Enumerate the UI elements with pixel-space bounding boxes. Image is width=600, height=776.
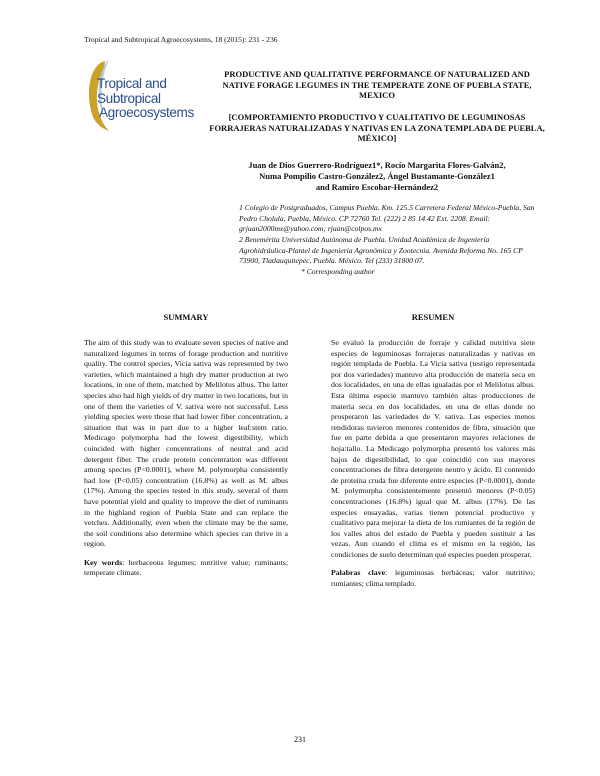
journal-logo <box>83 55 203 135</box>
author-list <box>208 160 546 192</box>
title-english: PRODUCTIVE AND QUALITATIVE PERFORMANCE OF NATURALIZED AND NATIVE FORAGE LEGUMES IN THE TEMPERATE ZONE OF PUEBLA STATE, MEXICO <box>222 69 532 101</box>
title-spanish: [COMPORTAMIENTO PRODUCTIVO Y CUALITATIVO DE LEGUMINOSAS FORRAJERAS NATURALIZADAS Y NATIVAS EN LA ZONA TEMPLADA DE PUEBLA, MÉXICO] <box>209 112 545 144</box>
palabras-clave-text: : leguminosas herbáceas; valor nutritivo; rumiantes; clima templado. <box>331 568 535 589</box>
resumen-body: Se evaluó la producción de forraje y calidad nutritiva siete especies de leguminosas forrajeras naturalizadas y nativas en región templada de Puebla. La Vicia sativa (testigo representada por dos variedades) mantuvo alta producción de materia seca en dos localidades, en una de ellas igualadas por el Melilotus albus. Esta última especie mantuvo también altas producciones de materia seca en dos localidades, en una de ellas donde no prosperaron las variedades de V. sativa. Las especies menos rendidoras tuvieron menores contenidos de fibra, situación que fue en parte debida a que presentaron mayores relaciones de hoja:tallo. La Medicago polymorpha presentó los valores más bajos de digestibilidad, lo que coincidió con sus mayores concentraciones de fibra detergente neutro y ácido. El contenido de proteína cruda fue diferente entre especies (P<0.0001), donde M. polymorpha consistentemente presentó menores (P<0.05) concentraciones (16.8%) igual que M. albus (17%). De las especies ensayadas, varias tienen potencial productivo y cualitativo para mejorar la dieta de los rumiantes de la región de los valles altos del estado de Puebla y pueden sustituir a las vezas. Aun cuando el clima es el mismo en la región, las condiciones de suelo determinan qué especies pueden prosperar. <box>331 338 535 559</box>
affiliation-2: 2 Benemérita Universidad Autónoma de Puebla. Unidad Académica de Ingeniería Agrohidráulica-Plantel de Ingeniería Agronómica y Zootecnia. Avenida Reforma No. 165 CP 73900, Tlatlauquitepec, Puebla. México. Tel (233) 31800 07. <box>239 235 523 266</box>
running-head: Tropical and Subtropical Agroecosystems, 18 (2015): 231 - 236 <box>84 35 278 44</box>
summary-heading: SUMMARY <box>163 312 209 322</box>
corresponding-author-note: * Corresponding author <box>301 267 375 276</box>
affiliation-1: 1 Colegio de Postgraduados, Campus Puebla. Km. 125.5 Carretera Federal México-Puebla, San Pedro Cholula, Puebla, México. CP 72760 Tel. (222) 2 85 14 42 Ext. 2208. Email: grjuan2000mx@yahoo.com; rjuan@colpos.mx <box>239 203 535 234</box>
summary-body: The aim of this study was to evaluate seven species of native and naturalized legumes in terms of forage production and nutritive quality. The control species, Vicia sativa was represented by two varieties, which maintained a high dry matter production at two locations, in one of them, matched by Melilotus albus. The latter species also had high yields of dry matter in two locations, but in one of them the varieties of V. sativa were not successful. Less yielding species were those that had lower fiber concentration, a situation that was in part due to a higher leaf:stem ratio. Medicago polymorpha had the lowest digestibility, which coincided with higher concentrations of neutral and acid detergent fiber. The crude protein concentration was different among species (P<0.0001), where M. polymorpha consistently had low (P<0.05) concentration (16.8%) as well as M. albus (17%). Among the species tested in this study, several of them have potential yield and quality to improve the diet of ruminants in the highland region of Puebla State and can replace the vetches. Additionally, even when the climate may be the same, the soil conditions also determine which species can thrive in a region. <box>84 338 288 549</box>
palabras-clave-label: Palabras clave <box>331 568 386 578</box>
author-line-2: Numa Pompilio Castro-González2, Ángel Bustamante-González1 <box>259 170 495 181</box>
author-line-3: and Ramiro Escobar-Hernández2 <box>315 181 439 192</box>
logo-line-3: Agroecosystems <box>99 105 194 120</box>
logo-line-1: Tropical and <box>97 76 167 91</box>
summary-column <box>84 312 288 579</box>
summary-keywords <box>84 558 288 579</box>
resumen-heading: RESUMEN <box>411 312 455 322</box>
keywords-label: Key words <box>84 557 123 567</box>
logo-wordmark <box>97 77 194 121</box>
author-line-1: Juan de Dios Guerrero-Rodríguez1*, Rocío Margarita Flores-Galván2, <box>248 160 506 170</box>
logo-line-2: Subtropical <box>97 90 161 106</box>
page-number: 231 <box>294 735 306 744</box>
keywords-text: : herbaceous legumes; nutritive value; ruminants; temperate climate. <box>84 557 288 578</box>
resumen-column <box>331 312 535 590</box>
resumen-keywords <box>331 568 535 589</box>
